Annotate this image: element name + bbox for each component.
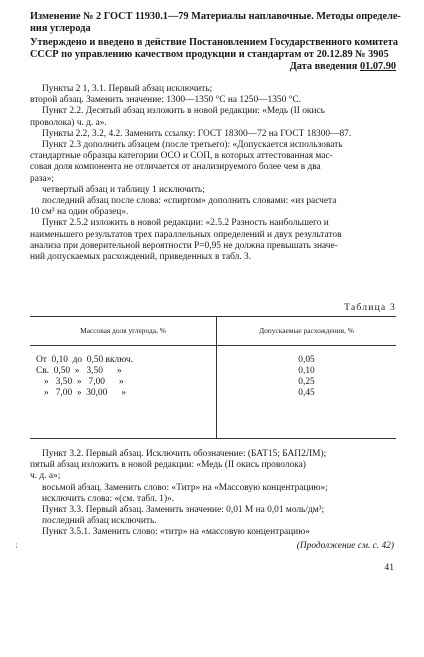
body-line: четвертый абзац и таблицу 1 исключить; <box>42 184 205 195</box>
body-line: ний допускаемых расхождений, приведенных в табл. 3. <box>30 252 252 262</box>
approval-statement: Утверждено и введено в действие Постановлением Государственного комитета СССР по управлению качеством продукции и стандартам от 20.12.89 № 3905 <box>30 37 399 60</box>
date-value: 01.07.90 <box>359 61 396 72</box>
table-top-rule <box>30 316 396 317</box>
body-line: ч. д. а»; <box>30 471 61 482</box>
body-line: проволока) ч. д. а». <box>30 117 107 128</box>
table-cell-value: 0,10 <box>298 365 315 376</box>
table-cell-range: » 3,50 » 7,00 » <box>44 376 124 387</box>
table-cell-value: 0,45 <box>298 387 315 398</box>
table-bottom-rule <box>30 438 396 439</box>
body-line: Пункт 3.2. Первый абзац. Исключить обозначение: (БАТ15; БАП2ЛМ); <box>42 449 327 459</box>
table-cell-range: » 7,00 » 30,00 » <box>44 387 127 398</box>
body-line: Пункт 2.2. Десятый абзац изложить в новой редакции: «Медь (II окись <box>42 106 325 117</box>
page-number: 41 <box>384 562 394 573</box>
document-title: Изменение № 2 ГОСТ 11930.1—79 Материалы наплавочные. Методы определе- ния углерода <box>30 11 401 34</box>
body-line: восьмой абзац. Заменить слово: «Титр» на «Массовую концентрацию»; <box>42 482 328 493</box>
body-line: анализа при доверительной вероятности P=0,95 не должна превышать значе- <box>30 240 338 251</box>
body-line: последний абзац исключить. <box>42 516 157 527</box>
continuation-note: (Продолжение см. с. 42) <box>296 541 394 551</box>
body-line: стандартные образцы категории ОСО и СОП, в которых аттестованная мас- <box>30 151 333 162</box>
body-line: Пункт 2.3 дополнить абзацем (после третьего): «Допускается использовать <box>42 140 343 150</box>
table-header-rule <box>30 345 396 346</box>
body-line: Пункт 2.5.2 изложить в новой редакции: «2.5.2 Разность наибольшего и <box>42 218 329 229</box>
effective-date <box>290 61 396 72</box>
table-cell-value: 0,05 <box>298 355 315 365</box>
date-label: Дата введения <box>289 61 358 72</box>
table-cell-range: От 0,10 до 0,50 включ. <box>36 355 133 365</box>
body-line: исключить слова: «(см. табл. 1)». <box>42 493 175 504</box>
column-header-tolerance: Допускаемые расхождения, % <box>259 326 354 335</box>
body-line: 10 см³ на один образец». <box>30 207 129 218</box>
table-caption: Таблица 3 <box>344 302 396 313</box>
column-header-carbon-fraction: Массовая доля углерода, % <box>80 326 166 335</box>
body-line: совая доля компонента не отличается от анализируемого более чем в два <box>30 162 321 173</box>
body-line: наименьшего результатов трех параллельных определений и двух результатов <box>30 229 342 240</box>
table-cell-value: 0,25 <box>298 376 315 387</box>
body-line: пятый абзац изложить в новой редакции: «Медь (II окись проволока) <box>30 460 306 471</box>
body-line: Пункты 2 1, 3.1. Первый абзац исключить; <box>42 84 213 94</box>
table-cell-range: Св. 0,50 » 3,50 » <box>36 365 122 376</box>
body-line: Пункт 3.5.1. Заменить слово: «титр» на «массовую концентрацию» <box>42 527 310 538</box>
body-line: второй абзац. Заменить значение: 1300—1350 °С на 1250—1350 °С. <box>30 95 301 106</box>
body-line: Пункты 2.2, 3.2, 4.2. Заменить ссылку: ГОСТ 18300—72 на ГОСТ 18300—87. <box>42 128 352 139</box>
body-line: последний абзац после слова: «спиртом» дополнить словами: «из расчета <box>42 196 337 206</box>
body-line: Пункт 3.3. Первый абзац. Заменить значение: 0,01 М на 0,01 моль/дм³; <box>42 505 325 515</box>
body-line: раза»; <box>30 173 55 184</box>
margin-mark: ⁏ <box>15 540 18 549</box>
